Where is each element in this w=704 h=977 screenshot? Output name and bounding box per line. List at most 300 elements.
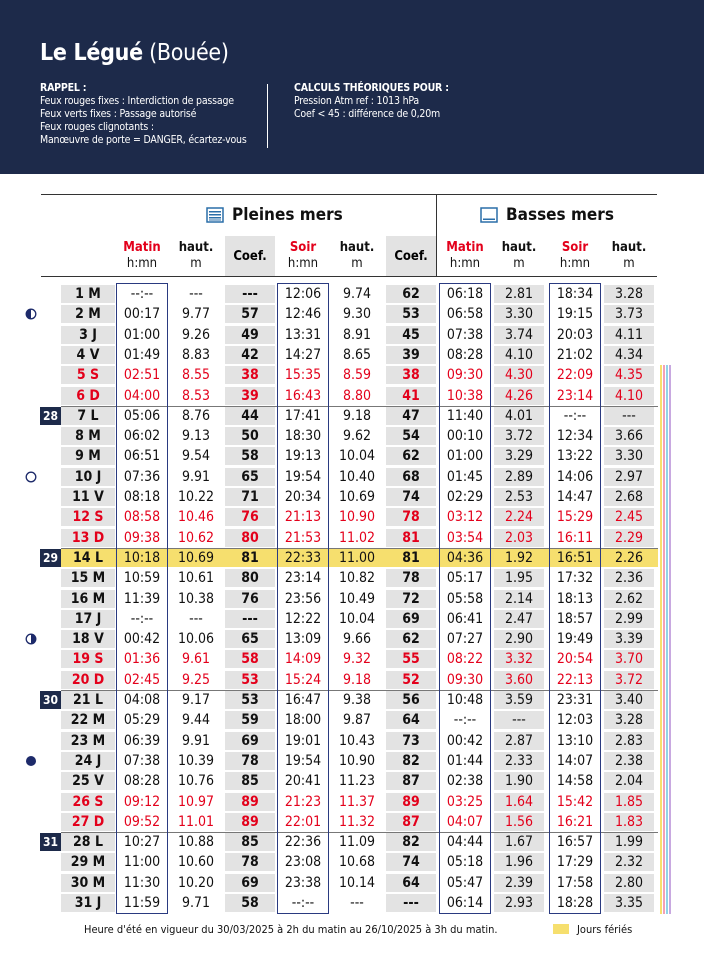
cell-bm-sh: 4.35 [614,367,644,384]
cell-pm-mh: 9.77 [181,306,211,323]
cell-pm-s: 23:38 [284,874,322,891]
section-basses-mers: Basses mers [480,205,614,225]
cell-pm-sh: --- [350,895,364,911]
cell-bm-mh: 1.92 [504,549,534,566]
cell-pm-mh: 10.06 [177,631,215,648]
cell-bm-m: 01:45 [446,468,484,485]
col-pm-soir-coef: Coef. [386,236,436,276]
col-pm-matin: Matin h:mn [123,240,161,271]
cell-bm-s: 19:15 [556,306,594,323]
rappel-block: RAPPEL : Feux rouges fixes : Interdiction de passage Feux verts fixes : Passage autorisé Feux rouges clignotants : Manœuvre de porte = DANGER, écartez-vous [40,82,247,146]
cell-pm-sc: 68 [402,468,420,485]
cell-day: 11 V [72,489,104,505]
cell-pm-sc: 73 [402,732,420,749]
cell-pm-s: 13:09 [284,631,322,648]
cell-day: 1 M [75,286,101,302]
cell-bm-mh: 3.29 [504,448,534,465]
cell-pm-s: 22:01 [284,813,322,830]
first-quarter-icon [25,308,37,320]
cell-pm-mc: 76 [241,509,259,526]
cell-pm-s: 22:33 [284,549,322,566]
cell-pm-m: 02:51 [123,367,161,384]
cell-bm-m: 03:25 [446,793,484,810]
cell-day: 12 S [72,509,104,526]
cell-pm-mh: --- [189,286,203,302]
cell-pm-s: 12:46 [284,306,322,323]
cell-pm-s: 20:34 [284,489,322,505]
cell-pm-mc: 89 [241,813,259,830]
cell-bm-sh: 2.32 [614,854,644,871]
cell-day: 31 J [74,895,102,911]
cell-pm-s: 22:36 [284,834,322,851]
cell-pm-mh: 9.26 [181,326,211,343]
cell-bm-s: 19:49 [556,631,594,648]
cell-pm-mc: 89 [241,793,259,810]
cell-bm-mh: 2.93 [504,895,534,911]
cell-pm-m: 08:58 [123,509,161,526]
cell-bm-mh: 2.90 [504,631,534,648]
cell-bm-mh: 2.53 [504,489,534,505]
cell-pm-mh: 8.55 [181,367,211,384]
cell-bm-m: 10:48 [446,692,484,708]
cell-pm-sh: 8.80 [342,387,372,404]
cell-pm-mc: 39 [241,387,259,404]
cell-bm-s: 18:28 [556,895,594,911]
cell-pm-mh: 8.83 [181,346,211,363]
cell-bm-s: 20:03 [556,326,594,343]
cell-day: 2 M [75,306,101,323]
cell-pm-m: 08:28 [123,773,161,790]
cell-pm-sh: 10.49 [338,590,376,607]
cell-pm-sh: 11.32 [338,813,376,830]
cell-pm-sh: 8.59 [342,367,372,384]
cell-bm-sh: 2.99 [614,610,644,627]
cell-pm-s: 18:00 [284,712,322,729]
cell-pm-m: 06:51 [123,448,161,465]
cell-bm-sh: 3.70 [614,651,644,668]
header-banner [0,0,704,174]
cell-pm-sc: 45 [402,326,420,343]
cell-pm-mh: 9.44 [181,712,211,729]
cell-pm-sc: 81 [402,529,420,546]
cell-bm-sh: 4.11 [614,326,644,343]
cell-pm-mh: 9.61 [181,651,211,668]
cell-bm-m: 11:40 [446,407,484,424]
cell-pm-m: 11:59 [123,895,161,911]
cell-pm-m: 02:45 [123,671,161,688]
cell-bm-mh: 3.32 [504,651,534,668]
cell-bm-mh: 1.67 [504,834,534,851]
cell-pm-mc: 71 [241,489,259,505]
cell-bm-mh: --- [512,712,526,729]
cell-pm-mc: 53 [241,692,259,708]
cell-pm-mh: 11.01 [177,813,215,830]
cell-pm-m: 04:00 [123,387,161,404]
cell-day: 16 M [70,590,106,607]
week-number-badge: 29 [40,549,61,567]
cell-bm-m: 05:18 [446,854,484,871]
cell-bm-s: 16:11 [556,529,594,546]
cell-bm-mh: 2.81 [504,286,534,302]
cell-pm-sh: 10.40 [338,468,376,485]
cell-pm-sc: 81 [402,549,420,566]
cell-pm-sc: 78 [402,509,420,526]
cell-pm-sc: 82 [402,752,420,769]
cell-pm-mc: 69 [241,874,259,891]
cell-bm-m: 00:42 [446,732,484,749]
col-pm-soir-haut: haut. m [339,240,375,271]
cell-pm-s: 19:13 [284,448,322,465]
cell-pm-m: 10:59 [123,570,161,587]
cell-bm-m: 04:36 [446,549,484,566]
cell-bm-m: 04:07 [446,813,484,830]
edge-stripe-purple [669,365,671,914]
cell-pm-s: 19:54 [284,752,322,769]
col-bm-matin: Matin h:mn [446,240,484,271]
cell-day: 24 J [74,752,102,769]
cell-bm-mh: 2.24 [504,509,534,526]
header-rule [41,276,657,277]
cell-pm-mc: 81 [241,549,259,566]
cell-day: 30 M [70,874,106,891]
cell-pm-mc: 49 [241,326,259,343]
cell-pm-mc: 69 [241,732,259,749]
cell-pm-sh: 9.32 [342,651,372,668]
cell-bm-sh: 3.73 [614,306,644,323]
cell-bm-s: 17:29 [556,854,594,871]
full-moon-icon [25,471,37,483]
cell-pm-m: 06:39 [123,732,161,749]
page-title: Le Légué (Bouée) [40,40,229,66]
cell-pm-m: --:-- [130,610,154,627]
cell-bm-m: 07:38 [446,326,484,343]
week-number-badge: 31 [40,833,61,851]
cell-pm-s: 15:35 [284,367,322,384]
cell-pm-mc: 78 [241,752,259,769]
cell-pm-sh: 9.30 [342,306,372,323]
footer-note: Heure d'été en vigueur du 30/03/2025 à 2h du matin au 26/10/2025 à 3h du matin. [84,923,498,936]
header-divider [267,84,268,148]
cell-bm-sh: 3.28 [614,712,644,729]
cell-pm-mh: 10.88 [177,834,215,851]
cell-pm-m: 00:17 [123,306,161,323]
cell-pm-mc: 85 [241,773,259,790]
cell-pm-mh: 10.60 [177,854,215,871]
cell-pm-mc: 80 [241,570,259,587]
cell-pm-mc: 65 [241,631,259,648]
cell-bm-m: 06:58 [446,306,484,323]
cell-pm-mh: 9.54 [181,448,211,465]
cell-pm-mc: 44 [241,407,259,424]
cell-pm-sh: 10.14 [338,874,376,891]
cell-pm-s: 13:31 [284,326,322,343]
cell-bm-m: 04:44 [446,834,484,851]
cell-bm-sh: 2.26 [614,549,644,566]
cell-day: 4 V [76,346,100,363]
cell-bm-sh: 1.83 [614,813,644,830]
cell-pm-m: 04:08 [123,692,161,708]
cell-pm-sc: 72 [402,590,420,607]
cell-pm-mh: 8.76 [181,407,211,424]
time-column-frame [439,283,491,914]
cell-day: 21 L [73,692,103,708]
cell-pm-m: 08:18 [123,489,161,505]
cell-pm-m: 01:00 [123,326,161,343]
cell-day: 5 S [76,367,100,384]
cell-bm-mh: 2.47 [504,610,534,627]
cell-pm-sh: 10.43 [338,732,376,749]
cell-pm-mh: 9.17 [181,692,211,708]
cell-bm-sh: 2.45 [614,509,644,526]
cell-bm-mh: 2.39 [504,874,534,891]
cell-pm-sh: 11.09 [338,834,376,851]
cell-bm-s: 12:03 [556,712,594,729]
cell-day: 20 D [71,671,105,688]
cell-bm-sh: 2.62 [614,590,644,607]
cell-bm-m: 03:54 [446,529,484,546]
new-moon-icon [25,755,37,767]
cell-pm-mh: 10.76 [177,773,215,790]
cell-pm-sh: 9.66 [342,631,372,648]
cell-bm-mh: 4.10 [504,346,534,363]
cell-day: 7 L [77,407,99,424]
cell-bm-m: --:-- [453,712,477,729]
cell-bm-s: 18:57 [556,610,594,627]
cell-pm-sh: 10.90 [338,509,376,526]
cell-bm-s: 15:29 [556,509,594,526]
cell-pm-sh: 9.87 [342,712,372,729]
cell-pm-sc: 64 [402,874,420,891]
time-column-frame [549,283,601,914]
cell-pm-mh: 10.97 [177,793,215,810]
cell-bm-s: 22:13 [556,671,594,688]
cell-bm-mh: 2.14 [504,590,534,607]
cell-bm-sh: 3.40 [614,692,644,708]
holiday-legend-swatch [553,924,569,934]
cell-pm-sc: 82 [402,834,420,851]
cell-bm-mh: 1.96 [504,854,534,871]
cell-pm-m: 10:27 [123,834,161,851]
cell-bm-sh: 3.35 [614,895,644,911]
cell-bm-mh: 1.95 [504,570,534,587]
cell-pm-mc: 80 [241,529,259,546]
cell-bm-sh: --- [622,407,636,424]
cell-bm-mh: 4.30 [504,367,534,384]
cell-pm-mh: 9.13 [181,428,211,445]
cell-bm-s: 15:42 [556,793,594,810]
cell-bm-s: 17:32 [556,570,594,587]
cell-pm-s: 19:54 [284,468,322,485]
col-pm-matin-coef: Coef. [225,236,275,276]
cell-pm-mc: 42 [241,346,259,363]
cell-bm-sh: 2.83 [614,732,644,749]
cell-pm-mh: 9.71 [181,895,211,911]
cell-pm-mc: 57 [241,306,259,323]
cell-bm-s: 23:31 [556,692,594,708]
cell-bm-m: 02:38 [446,773,484,790]
cell-pm-s: 18:30 [284,428,322,445]
cell-pm-s: 23:14 [284,570,322,587]
cell-pm-mh: 10.39 [177,752,215,769]
cell-day: 17 J [74,610,102,627]
cell-bm-s: --:-- [563,407,587,424]
cell-pm-s: 21:23 [284,793,322,810]
cell-pm-mc: 65 [241,468,259,485]
cell-pm-s: 21:13 [284,509,322,526]
cell-pm-mc: 58 [241,651,259,668]
cell-pm-sh: 10.69 [338,489,376,505]
cell-pm-m: 00:42 [123,631,161,648]
cell-bm-sh: 2.68 [614,489,644,505]
cell-pm-sh: 9.62 [342,428,372,445]
cell-bm-sh: 3.30 [614,448,644,465]
cell-bm-s: 13:22 [556,448,594,465]
cell-pm-mc: 78 [241,854,259,871]
cell-bm-m: 05:17 [446,570,484,587]
cell-bm-s: 22:09 [556,367,594,384]
cell-bm-s: 17:58 [556,874,594,891]
cell-bm-mh: 2.03 [504,529,534,546]
cell-pm-m: 01:49 [123,346,161,363]
cell-pm-m: 09:12 [123,793,161,810]
cell-bm-sh: 1.85 [614,793,644,810]
cell-pm-mh: 10.20 [177,874,215,891]
cell-pm-sc: 39 [402,346,420,363]
last-quarter-icon [25,633,37,645]
cell-pm-sc: 56 [402,692,420,708]
cell-day: 18 V [72,631,104,648]
cell-pm-s: 19:01 [284,732,322,749]
col-bm-soir-haut: haut. m [611,240,647,271]
cell-bm-s: 23:14 [556,387,594,404]
cell-bm-m: 06:41 [446,610,484,627]
cell-day: 8 M [75,428,101,445]
cell-pm-sh: 10.90 [338,752,376,769]
cell-bm-m: 08:28 [446,346,484,363]
cell-pm-m: --:-- [130,286,154,302]
cell-pm-sh: 10.04 [338,448,376,465]
cell-pm-sc: 62 [402,286,420,302]
cell-pm-sc: 74 [402,854,420,871]
cell-pm-sc: --- [403,895,419,911]
cell-bm-m: 10:38 [446,387,484,404]
low-tide-icon [480,207,498,223]
week-number-badge: 30 [40,691,61,709]
cell-pm-m: 11:00 [123,854,161,871]
cell-bm-s: 12:34 [556,428,594,445]
cell-pm-s: --:-- [291,895,315,911]
cell-pm-s: 14:09 [284,651,322,668]
cell-bm-m: 09:30 [446,671,484,688]
cell-bm-s: 16:51 [556,549,594,566]
cell-bm-mh: 1.56 [504,813,534,830]
cell-pm-s: 17:41 [284,407,322,424]
cell-bm-m: 06:18 [446,286,484,302]
cell-pm-m: 06:02 [123,428,161,445]
holiday-legend-label: Jours fériés [577,923,633,936]
cell-bm-m: 02:29 [446,489,484,505]
cell-pm-mh: 10.62 [177,529,215,546]
cell-pm-mh: 10.61 [177,570,215,587]
cell-pm-sc: 64 [402,712,420,729]
cell-pm-m: 09:52 [123,813,161,830]
cell-pm-s: 16:47 [284,692,322,708]
cell-day: 23 M [70,732,106,749]
cell-bm-sh: 2.36 [614,570,644,587]
cell-bm-s: 21:02 [556,346,594,363]
cell-bm-sh: 3.72 [614,671,644,688]
cell-pm-sc: 41 [402,387,420,404]
cell-pm-s: 20:41 [284,773,322,790]
cell-pm-s: 23:56 [284,590,322,607]
cell-pm-s: 15:24 [284,671,322,688]
cell-pm-m: 11:39 [123,590,161,607]
cell-bm-mh: 4.01 [504,407,534,424]
cell-pm-mh: 9.25 [181,671,211,688]
cell-day: 19 S [72,651,104,668]
cell-pm-mh: 9.91 [181,732,211,749]
cell-bm-sh: 2.80 [614,874,644,891]
cell-bm-mh: 3.59 [504,692,534,708]
cell-pm-mc: 50 [241,428,259,445]
cell-bm-sh: 3.66 [614,428,644,445]
cell-pm-sc: 47 [402,407,420,424]
cell-pm-m: 09:38 [123,529,161,546]
cell-pm-mc: 58 [241,895,259,911]
cell-pm-m: 05:29 [123,712,161,729]
cell-pm-sc: 87 [402,813,420,830]
col-bm-matin-haut: haut. m [501,240,537,271]
cell-pm-mh: 10.22 [177,489,215,505]
cell-bm-sh: 1.99 [614,834,644,851]
time-column-frame [277,283,329,914]
cell-day: 26 S [72,793,104,810]
cell-bm-mh: 1.64 [504,793,534,810]
cell-pm-sc: 54 [402,428,420,445]
table-top-rule [41,194,657,195]
cell-pm-mh: 10.69 [177,549,215,566]
cell-day: 14 L [73,549,103,566]
cell-pm-mh: 8.53 [181,387,211,404]
cell-pm-s: 16:43 [284,387,322,404]
cell-pm-sh: 11.00 [338,549,376,566]
cell-bm-mh: 3.74 [504,326,534,343]
cell-pm-sc: 69 [402,610,420,627]
cell-pm-m: 10:18 [123,549,161,566]
cell-day: 9 M [75,448,101,465]
cell-day: 15 M [70,570,106,587]
cell-pm-sc: 62 [402,631,420,648]
cell-bm-s: 14:58 [556,773,594,790]
cell-day: 27 D [71,813,105,830]
cell-pm-sh: 9.74 [342,286,372,302]
cell-pm-mh: 10.38 [177,590,215,607]
cell-bm-mh: 3.60 [504,671,534,688]
cell-pm-mc: 53 [241,671,259,688]
cell-pm-sc: 62 [402,448,420,465]
cell-bm-s: 14:47 [556,489,594,505]
cell-day: 25 V [72,773,104,790]
cell-bm-sh: 2.29 [614,529,644,546]
cell-pm-mh: 10.46 [177,509,215,526]
cell-bm-m: 09:30 [446,367,484,384]
cell-bm-sh: 4.10 [614,387,644,404]
cell-bm-sh: 4.34 [614,346,644,363]
cell-pm-sc: 52 [402,671,420,688]
cell-bm-m: 05:58 [446,590,484,607]
cell-pm-sc: 87 [402,773,420,790]
cell-pm-mh: 9.91 [181,468,211,485]
